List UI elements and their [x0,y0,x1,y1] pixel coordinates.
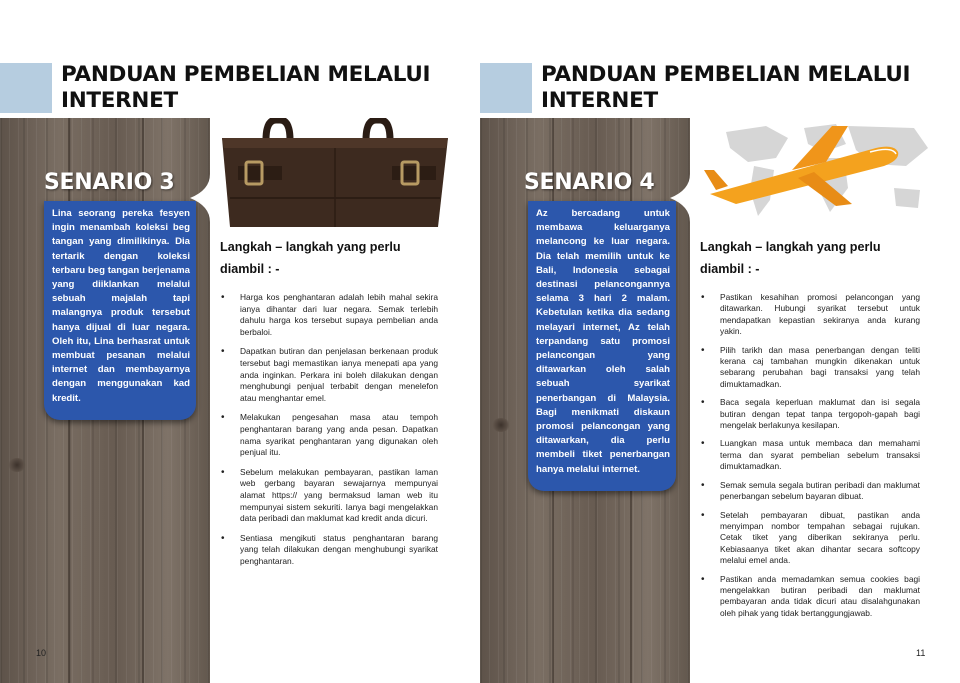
step-text: Melakukan pengesahan masa atau tempoh penghantaran barang yang anda pesan. Dapatkan nama syarikat penghantaran yang digunakan oleh penjual itu. [240,412,438,458]
page-title-line2: INTERNET [61,88,178,113]
scenario-story-box [44,201,196,420]
bullet-icon: • [701,438,705,450]
steps-heading [220,236,410,280]
list-item [220,467,438,525]
bullet-icon: • [701,509,705,521]
page-title-line2: INTERNET [541,88,658,113]
list-item [700,292,920,338]
scenario-story-box [528,201,676,491]
page-right [480,0,960,683]
steps-list [700,292,920,626]
step-text: Harga kos penghantaran adalah lebih mahal sekira ianya dihantar dari luar negara. Semak terlebih dahulu harga kos tersebut supaya pembelian anda berbaloi. [240,292,438,337]
bullet-icon: • [221,532,225,544]
handbag-photo [216,118,454,227]
title-accent-block [0,63,52,113]
step-text: Dapatkan butiran dan penjelasan berkenaan produk tersebut bagi memastikan ianya menepati apa yang anda inginkan. Perkara ini boleh dilakukan dengan menghubungi penjual terbabit dengan menelefon atau menghantar emel. [240,346,438,403]
steps-heading-line2: diambil : - [700,262,760,276]
page-title [541,62,910,114]
bullet-icon: • [701,397,705,409]
bullet-icon: • [701,573,705,585]
scenario-story-text: Lina seorang pereka fesyen ingin menambah koleksi beg tangan yang dimilikinya. Dia tertarik dengan koleksi terbaru beg tangan berjenama yang diiklankan melalui sebuah majalah tapi malangnya produk tersebut hanya dijual di luar negara. Oleh itu, Lina berhasrat untuk membuat pesanan melalui internet dan membayarnya dengan menggunakan kad kredit. [52,208,190,404]
list-item [220,533,438,568]
title-accent-block [480,63,532,113]
list-item [700,397,920,431]
bullet-icon: • [221,346,225,358]
step-text: Setelah pembayaran dibuat, pastikan anda menyimpan nombor tempahan sebagai rujukan. Cetak tiket yang diberikan sekiranya perlu. Kebiasaanya tiket akan dihantar secara softcopy melalui emel anda. [720,509,920,566]
list-item [220,292,438,338]
page-number: 10 [36,648,47,658]
scenario-title: SENARIO 4 [524,170,655,195]
list-item [220,346,438,404]
scenario-title: SENARIO 3 [44,170,175,195]
bullet-icon: • [221,466,225,478]
airplane-world-map-photo [696,118,934,227]
step-text: Pastikan kesahihan promosi pelancongan yang ditawarkan. Hubungi syarikat tersebut untuk mendapatkan kepastian sekiranya anda kurang yakin. [720,292,920,337]
list-item [700,480,920,503]
bullet-icon: • [221,292,225,303]
list-item [220,412,438,458]
bullet-icon: • [701,479,705,491]
page-title-line1: PANDUAN PEMBELIAN MELALUI [541,62,911,87]
list-item [700,438,920,472]
list-item [700,345,920,391]
step-text: Pilih tarikh dan masa penerbangan dengan teliti kerana caj tambahan mungkin dikenakan untuk sebarang perubahan bagi transaksi yang telah dimuktamadkan. [720,344,920,389]
step-text: Luangkan masa untuk membaca dan memahami terma dan syarat pembelian sebelum transaksi dimuktamadkan. [720,438,920,472]
list-item [700,510,920,567]
list-item [700,574,920,620]
page-title-line1: PANDUAN PEMBELIAN MELALUI [61,62,431,87]
bullet-icon: • [701,344,705,356]
page-number: 11 [916,648,926,658]
steps-heading-line1: Langkah – langkah yang perlu [700,240,881,254]
steps-list [220,292,438,575]
step-text: Sentiasa mengikuti status penghantaran barang yang telah dilakukan dengan menghubungi syarikat penghantaran. [240,532,438,566]
step-text: Semak semula segala butiran peribadi dan maklumat penerbangan sebelum bayaran dibuat. [720,479,920,502]
page-title [61,62,430,114]
steps-heading [700,236,890,280]
wood-knot [492,418,510,432]
step-text: Pastikan anda memadamkan semua cookies bagi mengelakkan butiran peribadi dan maklumat pembayaran anda tidak dicuri atau disalahgunakan oleh pihak yang tidak bertanggungjawab. [720,573,920,618]
bullet-icon: • [221,412,225,424]
step-text: Sebelum melakukan pembayaran, pastikan laman web gerbang bayaran sewajarnya mempunyai alamat https:// yang bermaksud laman web itu mempunyai sistem sekuriti. Ianya bagi mengelakkan data peribadi dan maklumat kad kredit anda dicuri. [240,466,438,524]
wood-knot [8,458,26,472]
step-text: Baca segala keperluan maklumat dan isi segala butiran dengan tepat tanpa tergopoh-gapah bagi mengelak berlakunya kesilapan. [720,397,920,431]
steps-heading-line1: Langkah – langkah yang perlu [220,240,401,254]
steps-heading-line2: diambil : - [220,262,280,276]
bullet-icon: • [701,292,705,303]
scenario-story-text: Az bercadang untuk membawa keluarganya melancong ke luar negara. Dia telah memilih untuk ke Bali, Indonesia sebagai destinasi pelancongannya selama 3 hari 2 malam. Kebetulan ketika dia sedang melayari internet, Az telah terpandang satu promosi pelancongan yang ditawarkan oleh salah sebuah syarikat penerbangan di Malaysia. Bagi menikmati diskaun promosi pelancongan yang ditawarkan, dia perlu membeli tiket penerbangan hanya melalui internet. [536,208,670,475]
